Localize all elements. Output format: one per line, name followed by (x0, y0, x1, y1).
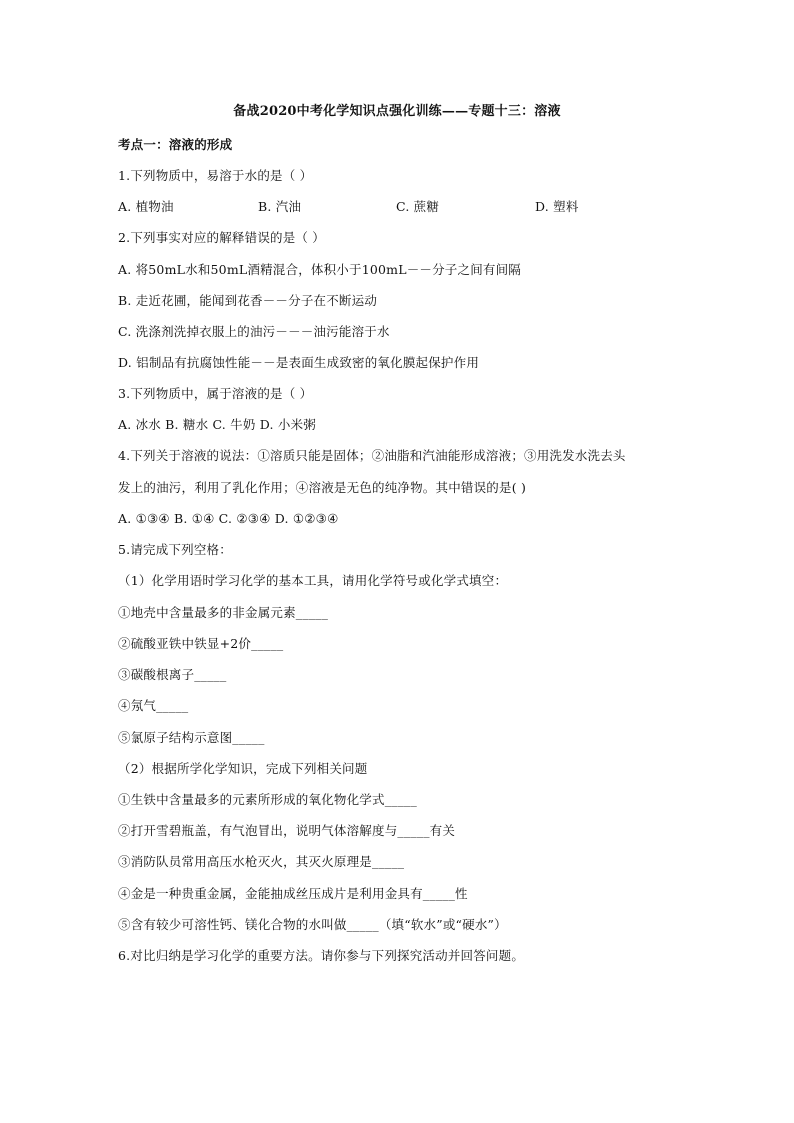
question-2-option-c: C. 洗涤剂洗掉衣服上的油污－－－油污能溶于水 (118, 324, 390, 339)
question-1-stem: 1.下列物质中，易溶于水的是（ ） (118, 168, 313, 183)
question-5-part2-intro: （2）根据所学化学知识，完成下列相关问题 (118, 761, 368, 776)
question-5-part1-item: ⑤氯原子结构示意图_____ (118, 730, 265, 745)
question-5-part1-intro: （1）化学用语时学习化学的基本工具，请用化学符号或化学式填空： (118, 573, 508, 588)
question-5-part2-item: ④金是一种贵重金属，金能抽成丝压成片是利用金具有_____性 (118, 886, 468, 901)
question-4-options: A. ①③④ B. ①④ C. ②③④ D. ①②③④ (118, 511, 339, 526)
question-5-part1-item: ④氖气_____ (118, 698, 189, 713)
question-2-stem: 2.下列事实对应的解释错误的是（ ） (118, 230, 326, 245)
question-4-stem-line2: 发上的油污，利用了乳化作用；④溶液是无色的纯净物。其中错误的是( ) (118, 480, 527, 495)
question-2-option-b: B. 走近花圃，能闻到花香－－分子在不断运动 (118, 293, 378, 308)
question-1-option-a: A. 植物油 (118, 199, 174, 214)
question-5-part1-item: ①地壳中含量最多的非金属元素_____ (118, 605, 329, 620)
question-6-stem: 6.对比归纳是学习化学的重要方法。请你参与下列探究活动并回答问题。 (118, 948, 525, 963)
question-5-part2-item: ⑤含有较少可溶性钙、镁化合物的水叫做_____（填“软水”或“硬水”） (118, 917, 507, 932)
question-5-part2-item: ③消防队员常用高压水枪灭火，其灭火原理是_____ (118, 854, 405, 869)
question-5-part2-item: ②打开雪碧瓶盖，有气泡冒出，说明气体溶解度与_____有关 (118, 823, 456, 838)
question-4-stem-line1: 4.下列关于溶液的说法：①溶质只能是固体；②油脂和汽油能形成溶液；③用洗发水洗去头 (118, 448, 626, 463)
question-2-option-a: A. 将50mL水和50mL酒精混合，体积小于100mL－－分子之间有间隔 (118, 262, 522, 277)
section-heading: 考点一：溶液的形成 (118, 137, 233, 152)
question-3-options: A. 冰水 B. 糖水 C. 牛奶 D. 小米粥 (118, 417, 316, 432)
question-5-part2-item: ①生铁中含量最多的元素所形成的氧化物化学式_____ (118, 792, 417, 807)
document-title: 备战2020中考化学知识点强化训练——专题十三：溶液 (233, 104, 561, 119)
question-5-part1-item: ②硫酸亚铁中铁显+2价_____ (118, 636, 284, 651)
question-5-part1-item: ③碳酸根离子_____ (118, 667, 227, 682)
question-1-option-b: B. 汽油 (258, 199, 302, 214)
question-1-option-d: D. 塑料 (535, 199, 579, 214)
question-5-stem: 5.请完成下列空格： (118, 542, 232, 557)
question-1-option-c: C. 蔗糖 (396, 199, 440, 214)
question-2-option-d: D. 铝制品有抗腐蚀性能－－是表面生成致密的氧化膜起保护作用 (118, 355, 480, 370)
question-3-stem: 3.下列物质中，属于溶液的是（ ） (118, 386, 313, 401)
